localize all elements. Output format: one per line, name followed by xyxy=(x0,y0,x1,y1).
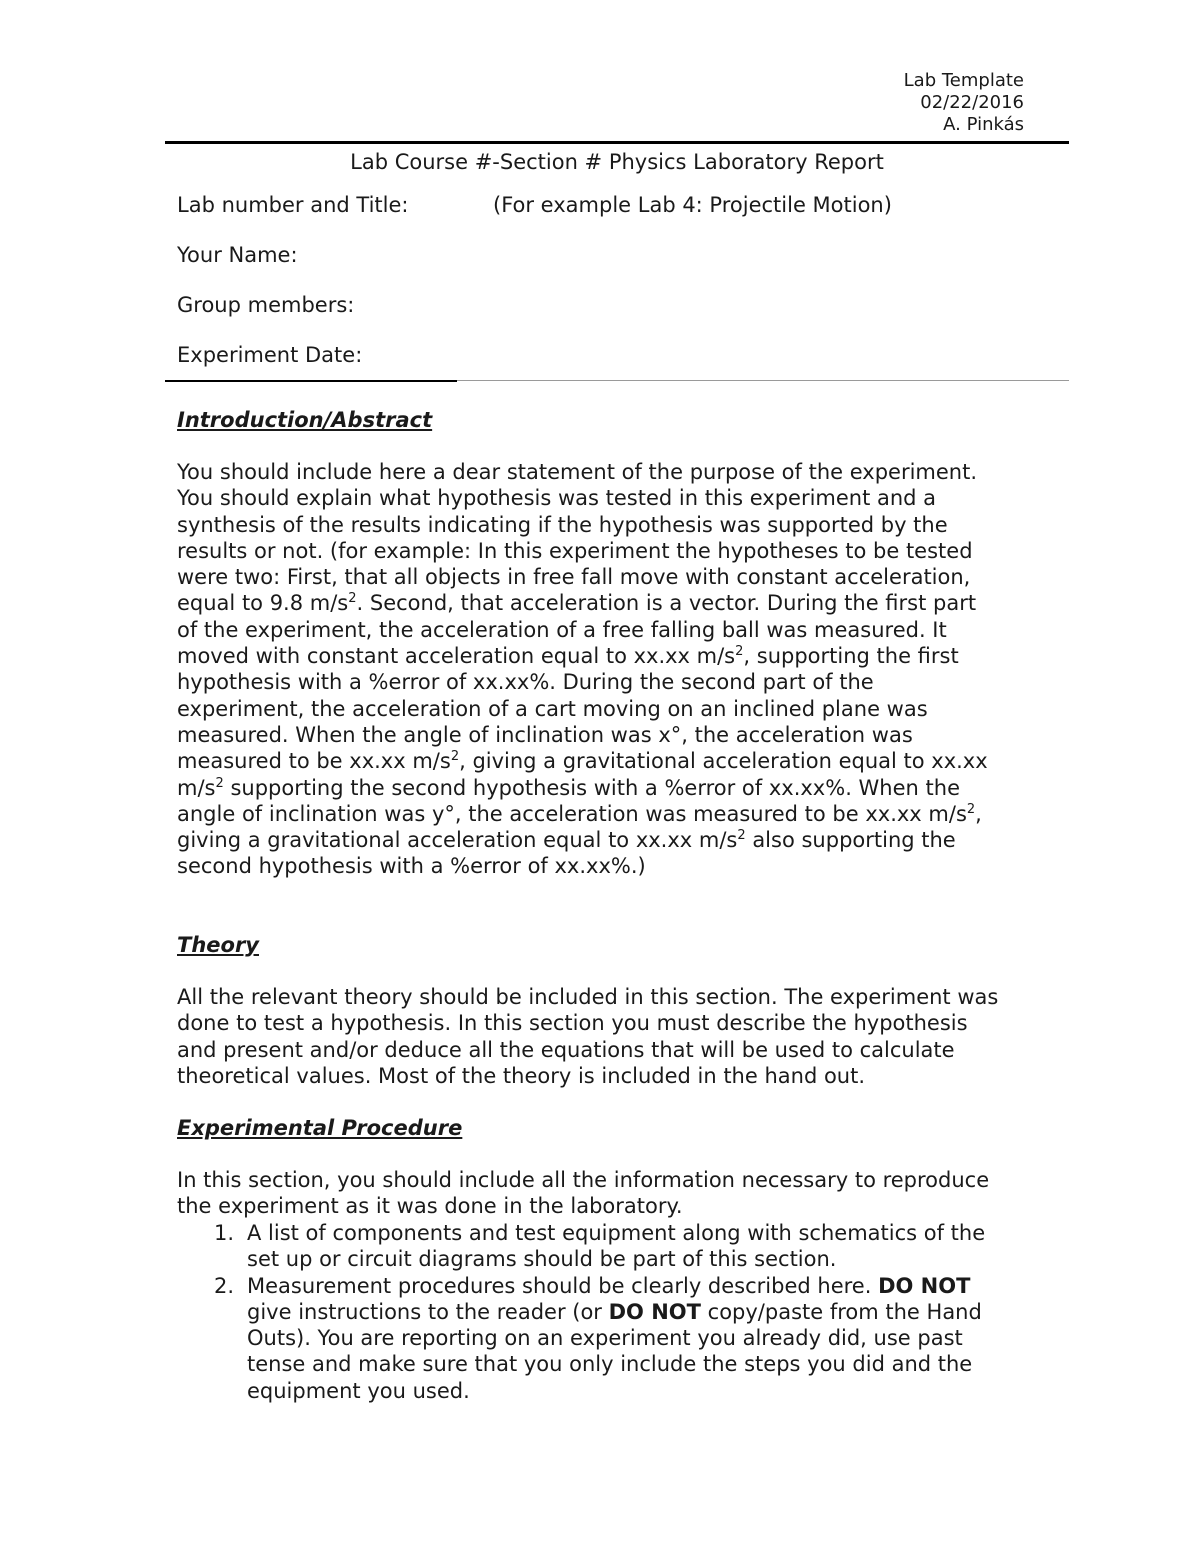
intro-text: angle of inclination was y°, the acceleration was measured to be xx.xx m/s xyxy=(177,801,967,826)
list-item xyxy=(177,1273,1037,1404)
intro-paragraph xyxy=(177,459,1037,880)
list-item xyxy=(177,1220,1037,1273)
header-date: 02/22/2016 xyxy=(920,92,1024,113)
intro-line xyxy=(177,775,1037,801)
theory-heading: Theory xyxy=(177,933,259,957)
theory-line: All the relevant theory should be included in this section. The experiment was xyxy=(177,985,999,1009)
theory-line: done to test a hypothesis. In this section you must describe the hypothesis xyxy=(177,1011,968,1036)
theory-line: theoretical values. Most of the theory is included in the hand out. xyxy=(177,1063,866,1088)
intro-line: second hypothesis with a %error of xx.xx%.) xyxy=(177,854,646,879)
report-title: Lab Course #-Section # Physics Laboratory Report xyxy=(350,150,884,174)
header-author: A. Pinkás xyxy=(943,114,1024,135)
intro-line xyxy=(177,590,1037,616)
list-line: tense and make sure that you only include the steps you did and the xyxy=(247,1352,973,1377)
superscript: 2 xyxy=(737,828,746,844)
superscript: 2 xyxy=(450,749,460,765)
intro-line: measured. When the angle of inclination was x°, the acceleration was xyxy=(177,722,913,747)
intro-line: experiment, the acceleration of a cart moving on an inclined plane was xyxy=(177,696,928,721)
intro-line xyxy=(177,827,1037,853)
top-divider xyxy=(165,141,1069,144)
intro-line: You should explain what hypothesis was tested in this experiment and a xyxy=(177,486,937,511)
list-line: set up or circuit diagrams should be part of this section. xyxy=(247,1247,837,1272)
list-number: 1. xyxy=(214,1221,235,1245)
intro-text: moved with constant acceleration equal to xx.xx m/s xyxy=(177,644,736,669)
procedure-line: In this section, you should include all the information necessary to reproduce xyxy=(177,1168,990,1192)
intro-line: were two: First, that all objects in free fall move with constant acceleration, xyxy=(177,565,971,590)
superscript: 2 xyxy=(348,591,357,607)
experiment-date-label: Experiment Date: xyxy=(177,343,363,367)
intro-text: measured to be xx.xx m/s xyxy=(177,749,451,774)
info-divider-light xyxy=(457,380,1069,381)
procedure-paragraph xyxy=(177,1167,1037,1220)
lab-number-value: (For example Lab 4: Projectile Motion) xyxy=(493,193,892,217)
intro-text: , supporting the first xyxy=(743,644,959,669)
intro-line: synthesis of the results indicating if the hypothesis was supported by the xyxy=(177,512,948,537)
intro-line: You should include here a dear statement of the purpose of the experiment. xyxy=(177,460,978,484)
list-text: Measurement procedures should be clearly described here. xyxy=(247,1273,879,1298)
info-divider-dark xyxy=(165,380,457,382)
emphasis-text: DO NOT xyxy=(608,1299,701,1324)
list-line: equipment you used. xyxy=(247,1378,470,1403)
intro-heading: Introduction/Abstract xyxy=(177,408,433,432)
intro-line: results or not. (for example: In this experiment the hypotheses to be tested xyxy=(177,538,973,563)
intro-line: of the experiment, the acceleration of a free falling ball was measured. It xyxy=(177,617,947,642)
list-text: give instructions to the reader (or xyxy=(247,1299,609,1324)
procedure-heading: Experimental Procedure xyxy=(177,1116,463,1140)
list-line xyxy=(247,1299,1037,1325)
list-number: 2. xyxy=(214,1273,235,1298)
group-members-label: Group members: xyxy=(177,293,355,317)
header-template-label: Lab Template xyxy=(903,70,1024,91)
intro-text: , giving a gravitational acceleration equal to xx.xx xyxy=(459,749,988,774)
superscript: 2 xyxy=(735,644,744,660)
intro-text: , xyxy=(975,801,982,826)
superscript: 2 xyxy=(215,775,224,791)
list-line: A list of components and test equipment along with schematics of the xyxy=(247,1221,986,1245)
intro-text: giving a gravitational acceleration equal to xx.xx m/s xyxy=(177,828,738,853)
your-name-label: Your Name: xyxy=(177,243,298,267)
list-text: copy/paste from the Hand xyxy=(700,1299,982,1324)
intro-text: also supporting the xyxy=(745,828,956,853)
intro-text: . Second, that acceleration is a vector. During the first part xyxy=(356,591,977,616)
intro-text: m/s xyxy=(177,775,216,800)
intro-line: hypothesis with a %error of xx.xx%. During the second part of the xyxy=(177,670,874,695)
theory-line: and present and/or deduce all the equations that will be used to calculate xyxy=(177,1037,955,1062)
intro-line xyxy=(177,643,1037,669)
procedure-line: the experiment as it was done in the laboratory. xyxy=(177,1194,683,1219)
lab-number-label: Lab number and Title: xyxy=(177,193,409,217)
intro-text: equal to 9.8 m/s xyxy=(177,591,349,616)
intro-text: supporting the second hypothesis with a %error of xx.xx%. When the xyxy=(223,775,960,800)
page-header xyxy=(904,70,1024,136)
intro-line xyxy=(177,748,1037,774)
theory-paragraph xyxy=(177,984,1037,1089)
superscript: 2 xyxy=(966,801,976,817)
intro-line xyxy=(177,801,1037,827)
procedure-list xyxy=(177,1220,1037,1404)
list-line xyxy=(247,1273,1037,1299)
emphasis-text: DO NOT xyxy=(878,1273,971,1298)
list-line: Outs). You are reporting on an experiment you already did, use past xyxy=(247,1326,963,1351)
